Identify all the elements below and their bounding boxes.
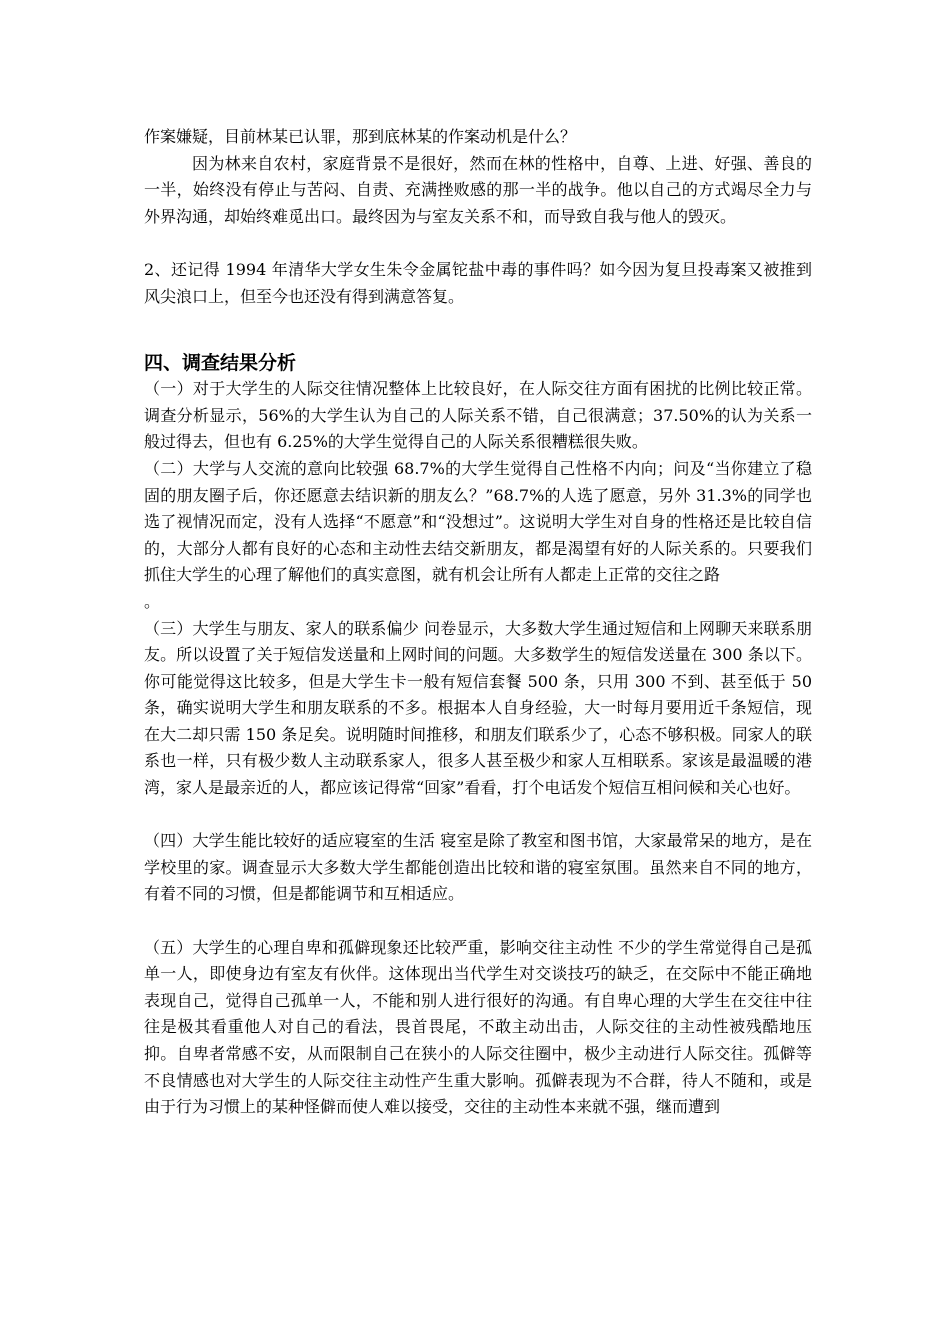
paragraph-finding-3: （三）大学生与朋友、家人的联系偏少 问卷显示，大多数大学生通过短信和上网聊天来联系朋友。所以设置了关于短信发送量和上网时间的问题。大多数学生的短信发送量在 300 条以下。你可能觉得这比较多，但是大学生卡一般有短信套餐 500 条，只用 300 不到、甚至低于 50 条，确实说明大学生和朋友联系的不多。根据本人自身经验，大一时每月要用近千条短信，现在大二却只需 150 条足矣。说明随时间推移，和朋友们联系少了，心态不够积极。同家人的联系也一样，只有极少数人主动联系家人，很多人甚至极少和家人互相联系。家该是最温暖的港湾，家人是最亲近的人，都应该记得常“回家”看看，打个电话发个短信互相问候和关心也好。 <box>144 618 812 798</box>
document-body <box>144 124 812 1121</box>
paragraph-spacer <box>144 230 812 257</box>
paragraph-finding-2-end: 。 <box>144 591 161 611</box>
section-heading: 四、调查结果分析 <box>144 352 297 375</box>
paragraph-spacer <box>144 908 812 935</box>
paragraph-finding-2: （二）大学与人交流的意向比较强 68.7%的大学生觉得自己性格不内向；问及“当你建立了稳固的朋友圈子后，你还愿意去结识新的朋友么？”68.7%的人选了愿意，另外 31.3%的同学也选了视情况而定，没有人选择“不愿意”和“没想过”。这说明大学生对自身的性格还是比较自信的，大部分人都有良好的心态和主动性去结交新朋友，都是渴望有好的人际关系的。只要我们抓住大学生的心理了解他们的真实意图，就有机会让所有人都走上正常的交往之路 <box>144 458 812 585</box>
paragraph-finding-4: （四）大学生能比较好的适应寝室的生活 寝室是除了教室和图书馆，大家最常呆的地方，是在学校里的家。调查显示大多数大学生都能创造出比较和谐的寝室氛围。虽然来自不同的地方，有着不同的习惯，但是都能调节和互相适应。 <box>144 831 812 904</box>
paragraph-spacer <box>144 310 812 350</box>
paragraph-finding-5: （五）大学生的心理自卑和孤僻现象还比较严重，影响交往主动性 不少的学生常觉得自己是孤单一人，即使身边有室友有伙伴。这体现出当代学生对交谈技巧的缺乏，在交际中不能正确地表现自己，觉得自己孤单一人，不能和别人进行很好的沟通。有自卑心理的大学生在交往中往往是极其看重他人对自己的看法，畏首畏尾，不敢主动出击，人际交往的主动性被残酷地压抑。自卑者常感不安，从而限制自己在狭小的人际交往圈中，极少主动进行人际交往。孤僻等不良情感也对大学生的人际交往主动性产生重大影响。孤僻表现为不合群，待人不随和，或是由于行为习惯上的某种怪僻而使人难以接受，交往的主动性本来就不强，继而遭到 <box>144 937 812 1117</box>
paragraph-zhu-ling-case: 2、还记得 1994 年清华大学女生朱令金属铊盐中毒的事件吗？如今因为复旦投毒案又被推到风尖浪口上，但至今也还没有得到满意答复。 <box>144 259 812 306</box>
paragraph-finding-1: （一）对于大学生的人际交往情况整体上比较良好，在人际交往方面有困扰的比例比较正常。 调查分析显示，56%的大学生认为自己的人际关系不错，自己很满意；37.50%的认为关系一般过得去，但也有 6.25%的大学生觉得自己的人际关系很糟糕很失败。 <box>144 379 812 452</box>
paragraph-motive: 因为林来自农村，家庭背景不是很好，然而在林的性格中，自尊、上进、好强、善良的一半，始终没有停止与苦闷、自责、充满挫败感的那一半的战争。他以自己的方式竭尽全力与外界沟通，却始终难觅出口。最终因为与室友关系不和，而导致自我与他人的毁灭。 <box>144 153 812 226</box>
paragraph-case-suspect: 作案嫌疑，目前林某已认罪，那到底林某的作案动机是什么？ <box>144 127 577 146</box>
paragraph-spacer <box>144 802 812 829</box>
